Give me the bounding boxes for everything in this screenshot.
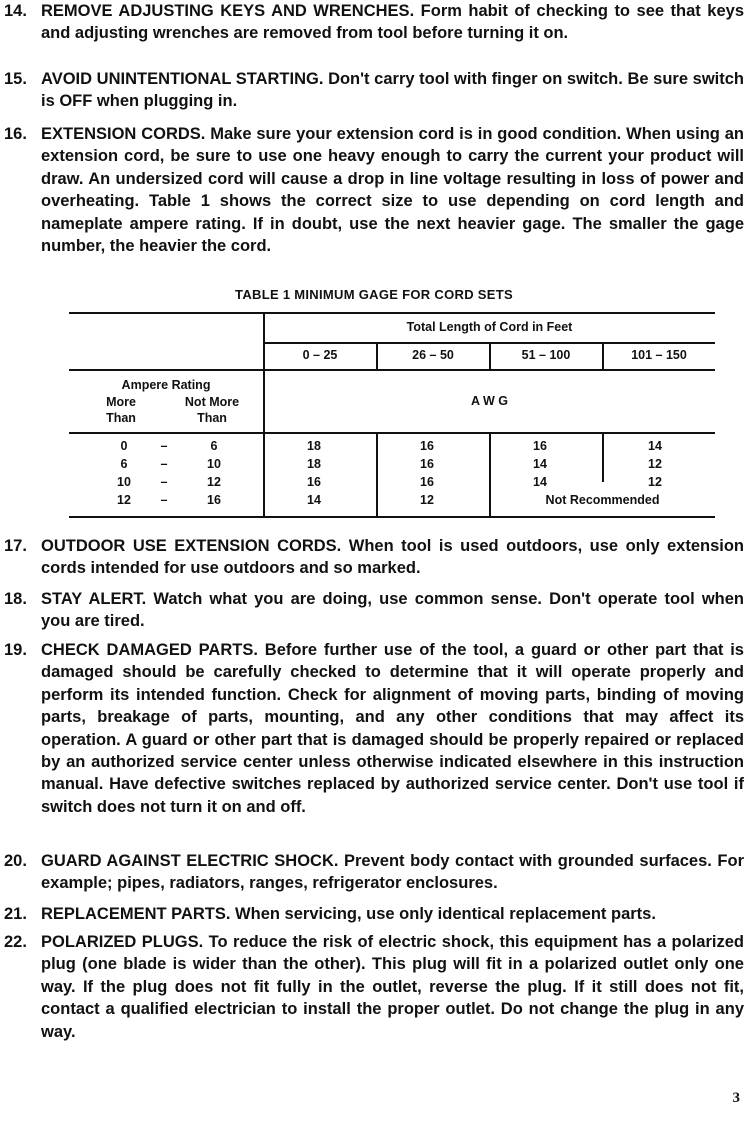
item-text: Prevent body contact with grounded surfaces. For example; pipes, radiators, ranges, refrigerator enclosures. bbox=[41, 852, 744, 893]
item-number: 19. bbox=[4, 641, 27, 659]
item-text: Don't carry tool with finger on switch. Be sure switch is OFF when plugging in. bbox=[41, 70, 744, 111]
ampere-header: Ampere Rating bbox=[121, 378, 211, 392]
table-rule bbox=[69, 312, 715, 314]
table-rule bbox=[376, 432, 378, 516]
item-text: Form habit of checking to see that keys and adjusting wrenches are removed from tool before turning it on. bbox=[41, 2, 744, 43]
amp-notmore: 6 bbox=[210, 439, 218, 453]
length-col: 51 – 100 bbox=[521, 348, 571, 362]
amp-notmore: 12 bbox=[207, 475, 221, 489]
item-lead: REMOVE ADJUSTING KEYS AND WRENCHES. bbox=[41, 2, 415, 20]
gage: 16 bbox=[420, 475, 434, 489]
item-number: 18. bbox=[4, 590, 27, 608]
amp-more: 10 bbox=[117, 475, 131, 489]
item-number: 22. bbox=[4, 933, 27, 951]
gage: 16 bbox=[420, 457, 434, 471]
amp-dash: – bbox=[160, 439, 168, 453]
amp-dash: – bbox=[160, 493, 168, 507]
amp-notmore: 16 bbox=[207, 493, 221, 507]
amp-dash: – bbox=[160, 475, 168, 489]
table-rule bbox=[602, 432, 604, 482]
not-recommended: Not Recommended bbox=[545, 493, 660, 507]
item-number: 17. bbox=[4, 537, 27, 555]
item-number: 20. bbox=[4, 852, 27, 870]
item-lead: REPLACEMENT PARTS. bbox=[41, 905, 231, 923]
safety-item-17 bbox=[4, 535, 744, 580]
gage: 12 bbox=[420, 493, 434, 507]
item-lead: CHECK DAMAGED PARTS. bbox=[41, 641, 258, 659]
safety-item-19 bbox=[4, 639, 744, 818]
length-col: 26 – 50 bbox=[412, 348, 454, 362]
item-lead: OUTDOOR USE EXTENSION CORDS. bbox=[41, 537, 342, 555]
item-text: When servicing, use only identical replacement parts. bbox=[235, 905, 656, 923]
item-lead: EXTENSION CORDS. bbox=[41, 125, 206, 143]
item-text: Watch what you are doing, use common sense. Don't operate tool when you are tired. bbox=[41, 590, 744, 631]
gage: 14 bbox=[533, 457, 547, 471]
safety-item-21 bbox=[4, 903, 744, 925]
safety-item-14 bbox=[4, 0, 744, 45]
gage: 16 bbox=[307, 475, 321, 489]
gage: 12 bbox=[648, 475, 662, 489]
item-number: 15. bbox=[4, 70, 27, 88]
gage: 18 bbox=[307, 439, 321, 453]
length-col: 0 – 25 bbox=[302, 348, 338, 362]
table-rule bbox=[69, 432, 715, 434]
amp-dash: – bbox=[160, 457, 168, 471]
item-text: Make sure your extension cord is in good condition. When using an extension cord, be sure to use one heavy enough to carry the current your product will draw. An undersized cord will cause a drop in line voltage resulting in loss of power and overheating. Table 1 shows the correct size to use depending on cord length and nameplate ampere rating. If in doubt, use the next heavier gage. The smaller the gage number, the heavier the cord. bbox=[41, 125, 744, 256]
amp-more: 6 bbox=[120, 457, 128, 471]
more-than-header: More Than bbox=[106, 395, 136, 425]
amp-notmore: 10 bbox=[207, 457, 221, 471]
item-text: When tool is used outdoors, use only extension cords intended for use outdoors and so marked. bbox=[41, 537, 745, 578]
item-text: Before further use of the tool, a guard or other part that is damaged should be carefully checked to determine that it will operate properly and perform its intended function. Check for alignment of moving parts, binding of moving parts, breakage of parts, mounting, and any other conditions that may affect its operation. A guard or other part that is damaged should be properly repaired or replaced by an authorized service center unless otherwise indicated elsewhere in this instruction manual. Have defective switches replaced by authorized service center. Don't use tool if switch does not turn it on and off. bbox=[41, 641, 744, 816]
gage: 12 bbox=[648, 457, 662, 471]
item-lead: GUARD AGAINST ELECTRIC SHOCK. bbox=[41, 852, 339, 870]
table-title: TABLE 1 MINIMUM GAGE FOR CORD SETS bbox=[235, 287, 513, 302]
safety-item-18 bbox=[4, 588, 744, 633]
item-number: 14. bbox=[4, 2, 27, 20]
gage: 16 bbox=[533, 439, 547, 453]
gage: 14 bbox=[648, 439, 662, 453]
item-lead: AVOID UNINTENTIONAL STARTING. bbox=[41, 70, 324, 88]
safety-item-20 bbox=[4, 850, 744, 895]
amp-more: 12 bbox=[117, 493, 131, 507]
table-rule bbox=[69, 516, 715, 518]
awg-header: A W G bbox=[470, 394, 509, 408]
length-col: 101 – 150 bbox=[631, 348, 687, 362]
gage: 16 bbox=[420, 439, 434, 453]
item-lead: POLARIZED PLUGS. bbox=[41, 933, 204, 951]
item-text: To reduce the risk of electric shock, this equipment has a polarized plug (one blade is wider than the other). This plug will fit in a polarized outlet only one way. If the plug does not fit fully in the outlet, reverse the plug. If it still does not fit, contact a qualified electrician to install the proper outlet. Do not change the plug in any way. bbox=[41, 933, 744, 1041]
table-rule bbox=[69, 369, 715, 371]
not-more-than-header: Not More Than bbox=[184, 395, 240, 425]
gage: 14 bbox=[533, 475, 547, 489]
length-header: Total Length of Cord in Feet bbox=[406, 320, 573, 334]
item-number: 16. bbox=[4, 125, 27, 143]
safety-item-22 bbox=[4, 931, 744, 1043]
table-rule bbox=[263, 312, 265, 516]
cord-gage-table bbox=[69, 312, 715, 518]
page-number: 3 bbox=[732, 1090, 740, 1106]
item-number: 21. bbox=[4, 905, 27, 923]
gage: 18 bbox=[307, 457, 321, 471]
gage: 14 bbox=[307, 493, 321, 507]
item-lead: STAY ALERT. bbox=[41, 590, 147, 608]
safety-item-15 bbox=[4, 68, 744, 113]
amp-more: 0 bbox=[120, 439, 128, 453]
safety-item-16 bbox=[4, 123, 744, 257]
